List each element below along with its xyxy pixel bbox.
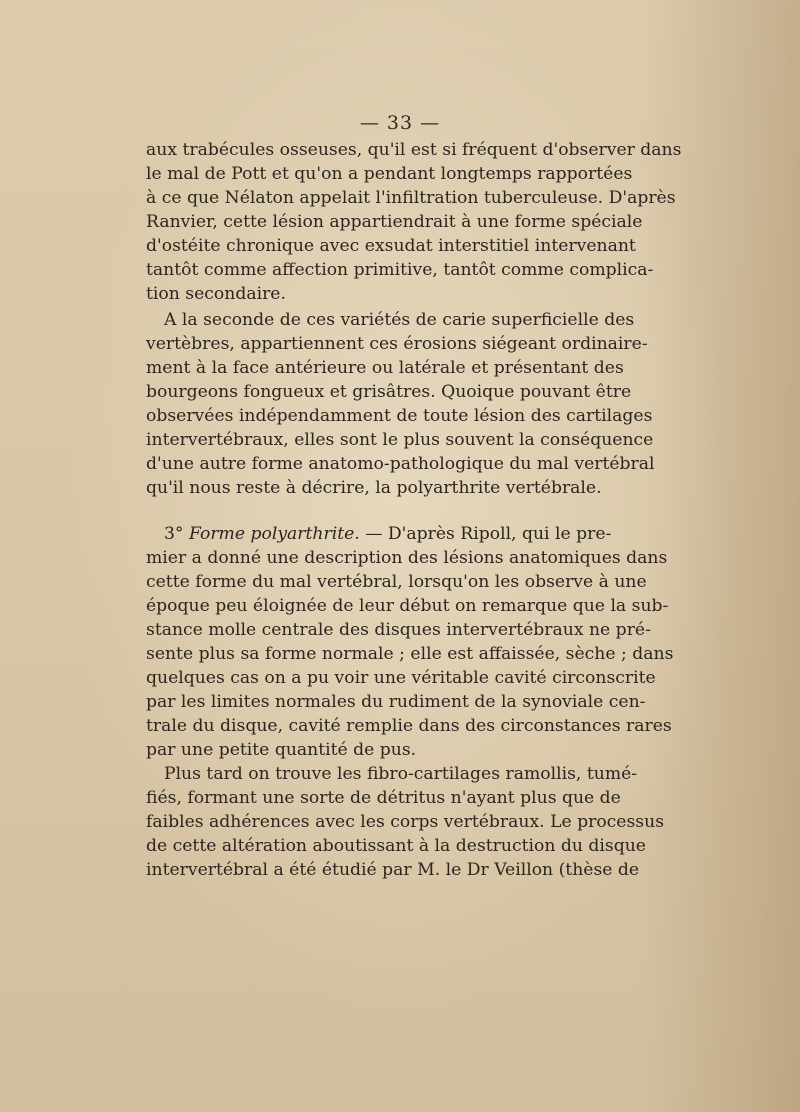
text-line: tion secondaire. xyxy=(146,284,286,304)
text-line: par les limites normales du rudiment de la synoviale cen- xyxy=(146,692,646,712)
text-line: observées indépendamment de toute lésion des cartilages xyxy=(146,406,653,426)
text-line: stance molle centrale des disques intervertébraux ne pré- xyxy=(146,620,651,640)
page-number: — 33 — xyxy=(359,112,441,134)
text-line: quelques cas on a pu voir une véritable cavité circonscrite xyxy=(146,668,656,688)
text-line: d'une autre forme anatomo-pathologique du mal vertébral xyxy=(146,454,655,474)
text-line: sente plus sa forme normale ; elle est affaissée, sèche ; dans xyxy=(146,644,674,664)
text-line: vertèbres, appartiennent ces érosions siégeant ordinaire- xyxy=(146,334,648,354)
text-line: aux trabécules osseuses, qu'il est si fréquent d'observer dans xyxy=(146,140,682,160)
text-line-continuation: — D'après Ripoll, qui le pre- xyxy=(365,524,612,544)
text-line: bourgeons fongueux et grisâtres. Quoique pouvant être xyxy=(146,382,632,402)
text-line: à ce que Nélaton appelait l'infiltration tuberculeuse. D'après xyxy=(146,188,676,208)
section-title: Forme polyarthrite. xyxy=(189,524,360,544)
text-line: fiés, formant une sorte de détritus n'ayant plus que de xyxy=(146,788,621,808)
text-line: A la seconde de ces variétés de carie superficielle des xyxy=(164,310,635,330)
text-line: mier a donné une description des lésions anatomiques dans xyxy=(146,548,668,568)
text-line: Ranvier, cette lésion appartiendrait à une forme spéciale xyxy=(146,212,643,232)
text-line: cette forme du mal vertébral, lorsqu'on les observe à une xyxy=(146,572,647,592)
text-line: faibles adhérences avec les corps vertébraux. Le processus xyxy=(146,812,665,832)
text-line: par une petite quantité de pus. xyxy=(146,740,417,760)
text-line: intervertébral a été étudié par M. le Dr Veillon (thèse de xyxy=(146,860,640,880)
text-line: trale du disque, cavité remplie dans des circonstances rares xyxy=(146,716,672,736)
text-line: ment à la face antérieure ou latérale et présentant des xyxy=(146,358,624,378)
text-line: Plus tard on trouve les fibro-cartilages ramollis, tumé- xyxy=(164,764,638,784)
text-line: intervertébraux, elles sont le plus souvent la conséquence xyxy=(146,430,654,450)
text-line: de cette altération aboutissant à la destruction du disque xyxy=(146,836,646,856)
text-line: d'ostéite chronique avec exsudat interstitiel intervenant xyxy=(146,236,636,256)
section-heading-line xyxy=(164,522,612,546)
text-line: le mal de Pott et qu'on a pendant longtemps rapportées xyxy=(146,164,633,184)
text-line: qu'il nous reste à décrire, la polyarthrite vertébrale. xyxy=(146,478,602,498)
text-line: tantôt comme affection primitive, tantôt comme complica- xyxy=(146,260,654,280)
section-number: 3° xyxy=(164,524,184,544)
text-line: époque peu éloignée de leur début on remarque que la sub- xyxy=(146,596,669,616)
